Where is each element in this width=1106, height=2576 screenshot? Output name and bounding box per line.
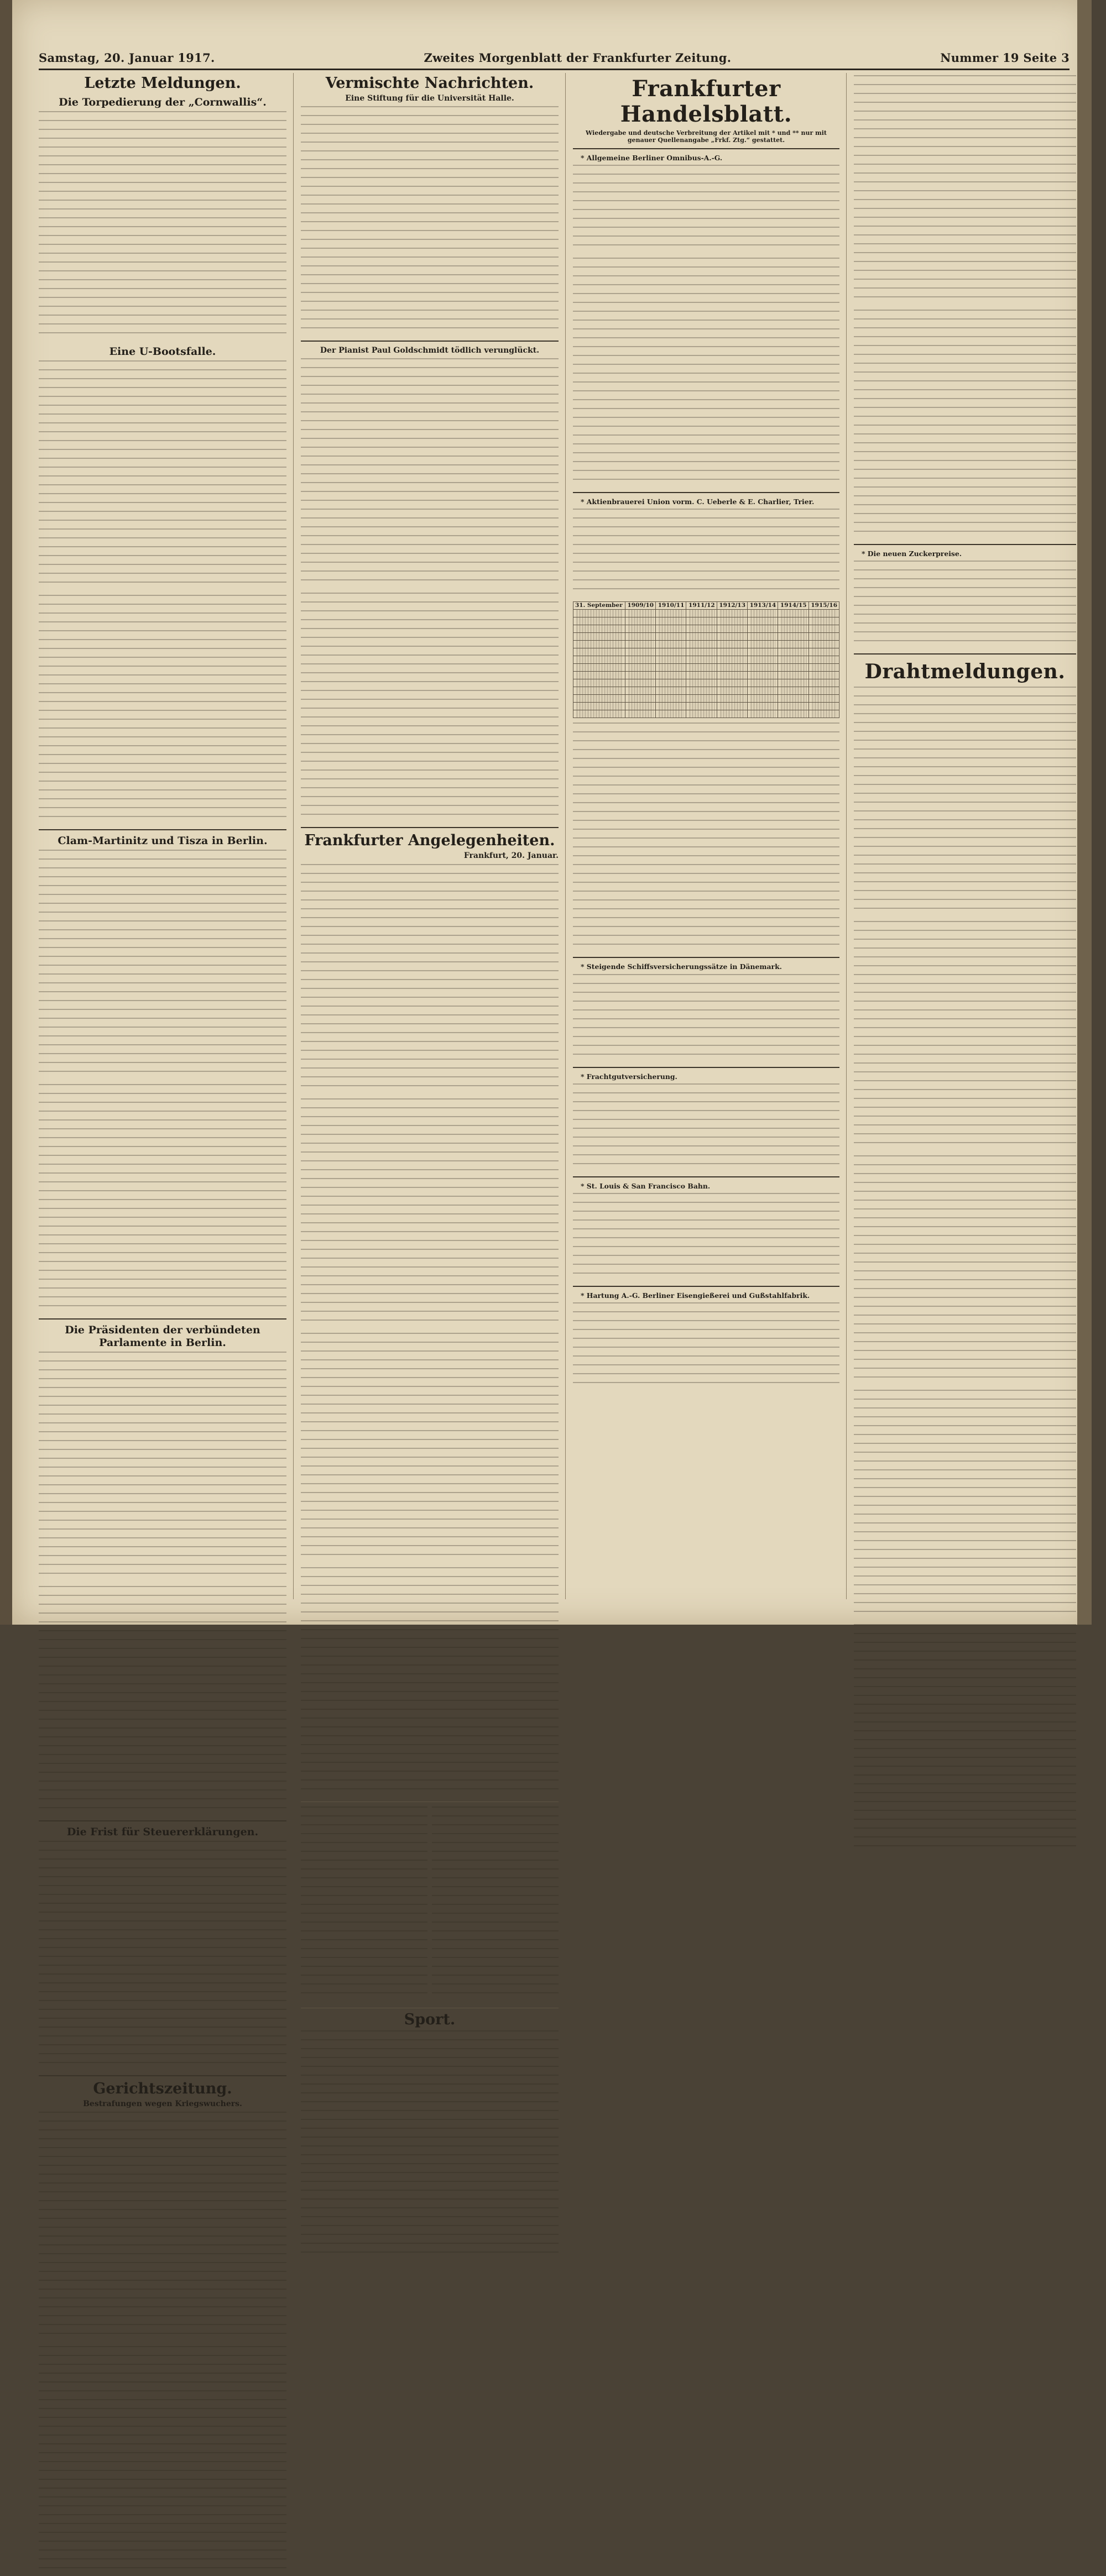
table-cell [573, 687, 625, 695]
article-body [39, 1084, 286, 1314]
table-cell [778, 625, 808, 633]
table-cell [717, 695, 747, 703]
section-title: Sport. [404, 2010, 456, 2028]
article-headline: Eine U-Bootsfalle. [109, 345, 216, 358]
article-body [573, 1182, 839, 1281]
table-cell [808, 695, 839, 703]
table-cell [573, 703, 625, 710]
table-cell [573, 625, 625, 633]
table-cell [808, 656, 839, 664]
table-cell [686, 633, 717, 641]
table-cell [686, 679, 717, 687]
article-body [39, 2346, 286, 2576]
table-cell [778, 679, 808, 687]
table-cell [573, 672, 625, 679]
article-body [573, 1291, 839, 1391]
article-body [854, 1390, 1076, 1620]
divider [39, 829, 286, 830]
article-headline: Die Frist für Steuererklärungen. [66, 1826, 259, 1838]
table-cell [748, 617, 778, 625]
reprint-notice: Wiedergabe und deutsche Verbreitung der Artikel mit * und ** nur mit genauer Quellenangabe „Frkf. Ztg.“ gestattet. [586, 129, 827, 144]
article-body [301, 864, 559, 1094]
column-2 [301, 73, 559, 2028]
article-headline: Die Torpedierung der „Cornwallis“. [59, 96, 267, 108]
section-title: Gerichtszeitung. [93, 2080, 232, 2097]
table-cell [778, 695, 808, 703]
article-headline: * Allgemeine Berliner Omnibus-A.-G. [581, 154, 723, 162]
article-text [573, 1193, 839, 1281]
table-cell [625, 617, 655, 625]
table-cell [656, 617, 686, 625]
table-cell [573, 633, 625, 641]
table-header-row [573, 602, 839, 610]
table-cell [656, 633, 686, 641]
table-row [573, 610, 839, 617]
table-cell [717, 710, 747, 718]
table-cell [656, 679, 686, 687]
table-cell [808, 610, 839, 617]
table-cell [717, 687, 747, 695]
table-cell [748, 610, 778, 617]
table-cell [625, 664, 655, 672]
header-masthead: Zweites Morgenblatt der Frankfurter Zeitung. [424, 50, 732, 65]
financial-table [573, 601, 839, 718]
event-listings [301, 1802, 559, 2008]
divider [854, 653, 1076, 655]
table-cell [748, 625, 778, 633]
table-header-cell: 1911/12 [686, 602, 717, 610]
table-cell [625, 656, 655, 664]
page-header [39, 46, 1070, 70]
table-row [573, 703, 839, 710]
table-cell [686, 672, 717, 679]
table-cell [625, 710, 655, 718]
article-text [573, 165, 839, 253]
table-cell [808, 648, 839, 656]
table-cell [625, 695, 655, 703]
article-body [301, 1098, 559, 1328]
table-cell [808, 703, 839, 710]
table-body [573, 610, 839, 718]
table-cell [573, 664, 625, 672]
listing-block [301, 1807, 427, 2001]
table-cell [717, 664, 747, 672]
table-cell [656, 695, 686, 703]
table-cell [748, 656, 778, 664]
table-cell [808, 710, 839, 718]
table-cell [778, 641, 808, 648]
table-row [573, 633, 839, 641]
listing-block [432, 1807, 559, 2001]
article-body [854, 1624, 1076, 1854]
table-cell [573, 679, 625, 687]
table-cell [778, 648, 808, 656]
table-cell [656, 710, 686, 718]
table-cell [573, 610, 625, 617]
article-body [39, 850, 286, 1080]
table-cell [717, 625, 747, 633]
table-cell [573, 617, 625, 625]
table-cell [717, 617, 747, 625]
article-text [573, 1083, 839, 1172]
table-cell [686, 656, 717, 664]
article-headline: * Hartung A.-G. Berliner Eisengießerei und Gußstahlfabrik. [581, 1291, 810, 1300]
column-1 [39, 73, 286, 2108]
table-row [573, 656, 839, 664]
table-cell [748, 695, 778, 703]
table-cell [778, 656, 808, 664]
article-body [301, 2030, 559, 2260]
table-cell [686, 617, 717, 625]
table-cell [656, 687, 686, 695]
table-cell [808, 687, 839, 695]
article-body [39, 2112, 286, 2342]
article-headline: Die Präsidenten der verbündeten Parlamente in Berlin. [65, 1324, 260, 1349]
article-text [854, 561, 1076, 649]
article-body [301, 1333, 559, 1563]
section-title: Frankfurter Angelegenheiten. [304, 832, 555, 850]
table-cell [717, 633, 747, 641]
binding-edge [0, 0, 12, 1625]
article-body [854, 310, 1076, 540]
table-header-cell: 1913/14 [748, 602, 778, 610]
table-cell [778, 687, 808, 695]
article-body [854, 1155, 1076, 1385]
table-cell [686, 703, 717, 710]
article-body [854, 687, 1076, 917]
table-cell [808, 664, 839, 672]
table-row [573, 710, 839, 718]
article-headline: Eine Stiftung für die Universität Halle. [345, 94, 514, 103]
table-row [573, 695, 839, 703]
table-cell [808, 672, 839, 679]
table-header-cell: 1914/15 [778, 602, 808, 610]
article-headline: Der Pianist Paul Goldschmidt tödlich verunglückt. [320, 346, 540, 355]
table-cell [656, 610, 686, 617]
newspaper-page [12, 0, 1092, 2108]
section-title: Letzte Meldungen. [84, 75, 241, 92]
table-row [573, 664, 839, 672]
table-cell [656, 672, 686, 679]
table-cell [573, 641, 625, 648]
table-cell [625, 687, 655, 695]
article-headline: * Steigende Schiffsversicherungssätze in Dänemark. [581, 962, 782, 971]
table-cell [748, 672, 778, 679]
table-row [573, 625, 839, 633]
table-cell [778, 703, 808, 710]
table-cell [748, 687, 778, 695]
table-cell [625, 648, 655, 656]
article-body [573, 1072, 839, 1172]
table-cell [686, 710, 717, 718]
table-cell [656, 664, 686, 672]
article-body [854, 75, 1076, 305]
divider [39, 1318, 286, 1320]
column-3 [573, 73, 839, 1599]
table-cell [717, 641, 747, 648]
article-body [573, 722, 839, 952]
page-edge [1077, 0, 1092, 1625]
table-cell [717, 672, 747, 679]
table-header-cell: 1910/11 [656, 602, 686, 610]
table-cell [748, 703, 778, 710]
divider [301, 827, 559, 828]
divider [301, 341, 559, 342]
table-cell [748, 648, 778, 656]
table-cell [717, 703, 747, 710]
divider [573, 957, 839, 958]
table-header-cell: 1909/10 [625, 602, 655, 610]
table-cell [717, 648, 747, 656]
divider [39, 2075, 286, 2076]
table-cell [778, 617, 808, 625]
article-body [39, 1841, 286, 2071]
article-headline: * St. Louis & San Francisco Bahn. [581, 1181, 711, 1190]
divider [573, 148, 839, 149]
divider [573, 492, 839, 493]
header-page-number: Nummer 19 Seite 3 [940, 50, 1070, 65]
table-row [573, 648, 839, 656]
header-date: Samstag, 20. Januar 1917. [39, 50, 215, 65]
table-cell [808, 617, 839, 625]
table-cell [573, 648, 625, 656]
table-cell [625, 641, 655, 648]
column-rule [846, 73, 847, 1599]
table-cell [748, 679, 778, 687]
table-cell [625, 679, 655, 687]
table-cell [778, 672, 808, 679]
article-body [854, 549, 1076, 649]
article-body [39, 111, 286, 341]
table-cell [686, 610, 717, 617]
divider [573, 1176, 839, 1177]
table-row [573, 687, 839, 695]
table-cell [748, 710, 778, 718]
article-body [573, 154, 839, 253]
table-cell [778, 610, 808, 617]
table-cell [573, 695, 625, 703]
table-cell [808, 641, 839, 648]
table-cell [656, 648, 686, 656]
column-4 [854, 73, 1076, 1599]
article-text [573, 974, 839, 1062]
table-cell [717, 656, 747, 664]
table-cell [748, 664, 778, 672]
article-headline: * Aktienbrauerei Union vorm. C. Ueberle & E. Charlier, Trier. [581, 498, 815, 506]
article-body [301, 106, 559, 336]
article-body [39, 360, 286, 590]
article-text [573, 509, 839, 597]
article-body [39, 1586, 286, 1816]
article-headline: Bestrafungen wegen Kriegswuchers. [83, 2099, 242, 2108]
table-row [573, 672, 839, 679]
table-cell [686, 695, 717, 703]
table-row [573, 679, 839, 687]
table-cell [808, 625, 839, 633]
table-header-cell: 1915/16 [808, 602, 839, 610]
divider [573, 1286, 839, 1287]
article-body [573, 962, 839, 1062]
article-body [854, 921, 1076, 1151]
article-body [39, 595, 286, 825]
divider [854, 544, 1076, 545]
divider [39, 1820, 286, 1821]
table-cell [717, 679, 747, 687]
table-cell [686, 664, 717, 672]
table-cell [656, 656, 686, 664]
dateline: Frankfurt, 20. Januar. [463, 851, 559, 861]
column-rule [565, 73, 566, 1599]
article-text [573, 1302, 839, 1391]
article-body [573, 498, 839, 597]
table-cell [573, 710, 625, 718]
table-row [573, 641, 839, 648]
table-cell [625, 633, 655, 641]
table-cell [808, 633, 839, 641]
table-cell [656, 625, 686, 633]
table-cell [808, 679, 839, 687]
table-cell [656, 703, 686, 710]
table-header-cell: 1912/13 [717, 602, 747, 610]
column-rule [293, 73, 294, 1599]
table-cell [625, 610, 655, 617]
table-cell [748, 641, 778, 648]
section-title: Frankfurter Handelsblatt. [620, 76, 792, 127]
article-headline: * Die neuen Zuckerpreise. [862, 549, 962, 558]
article-body [301, 358, 559, 588]
section-title: Drahtmeldungen. [864, 660, 1066, 684]
table-cell [625, 625, 655, 633]
table-cell [778, 664, 808, 672]
article-body [301, 1567, 559, 1797]
table-cell [686, 641, 717, 648]
article-body [573, 258, 839, 488]
article-headline: * Frachtgutversicherung. [581, 1072, 677, 1081]
table-cell [686, 648, 717, 656]
table-cell [778, 633, 808, 641]
table-cell [686, 625, 717, 633]
article-headline: Clam-Martinitz und Tisza in Berlin. [58, 835, 268, 847]
table-cell [625, 672, 655, 679]
table-cell [686, 687, 717, 695]
table-cell [748, 633, 778, 641]
table-cell [717, 610, 747, 617]
table-cell [625, 703, 655, 710]
table-header-cell: 31. September [573, 602, 625, 610]
table-row [573, 617, 839, 625]
table-cell [656, 641, 686, 648]
divider [573, 1067, 839, 1068]
article-body [301, 593, 559, 823]
table-cell [573, 656, 625, 664]
article-body [39, 1352, 286, 1582]
table-cell [778, 710, 808, 718]
section-title: Vermischte Nachrichten. [325, 75, 534, 92]
